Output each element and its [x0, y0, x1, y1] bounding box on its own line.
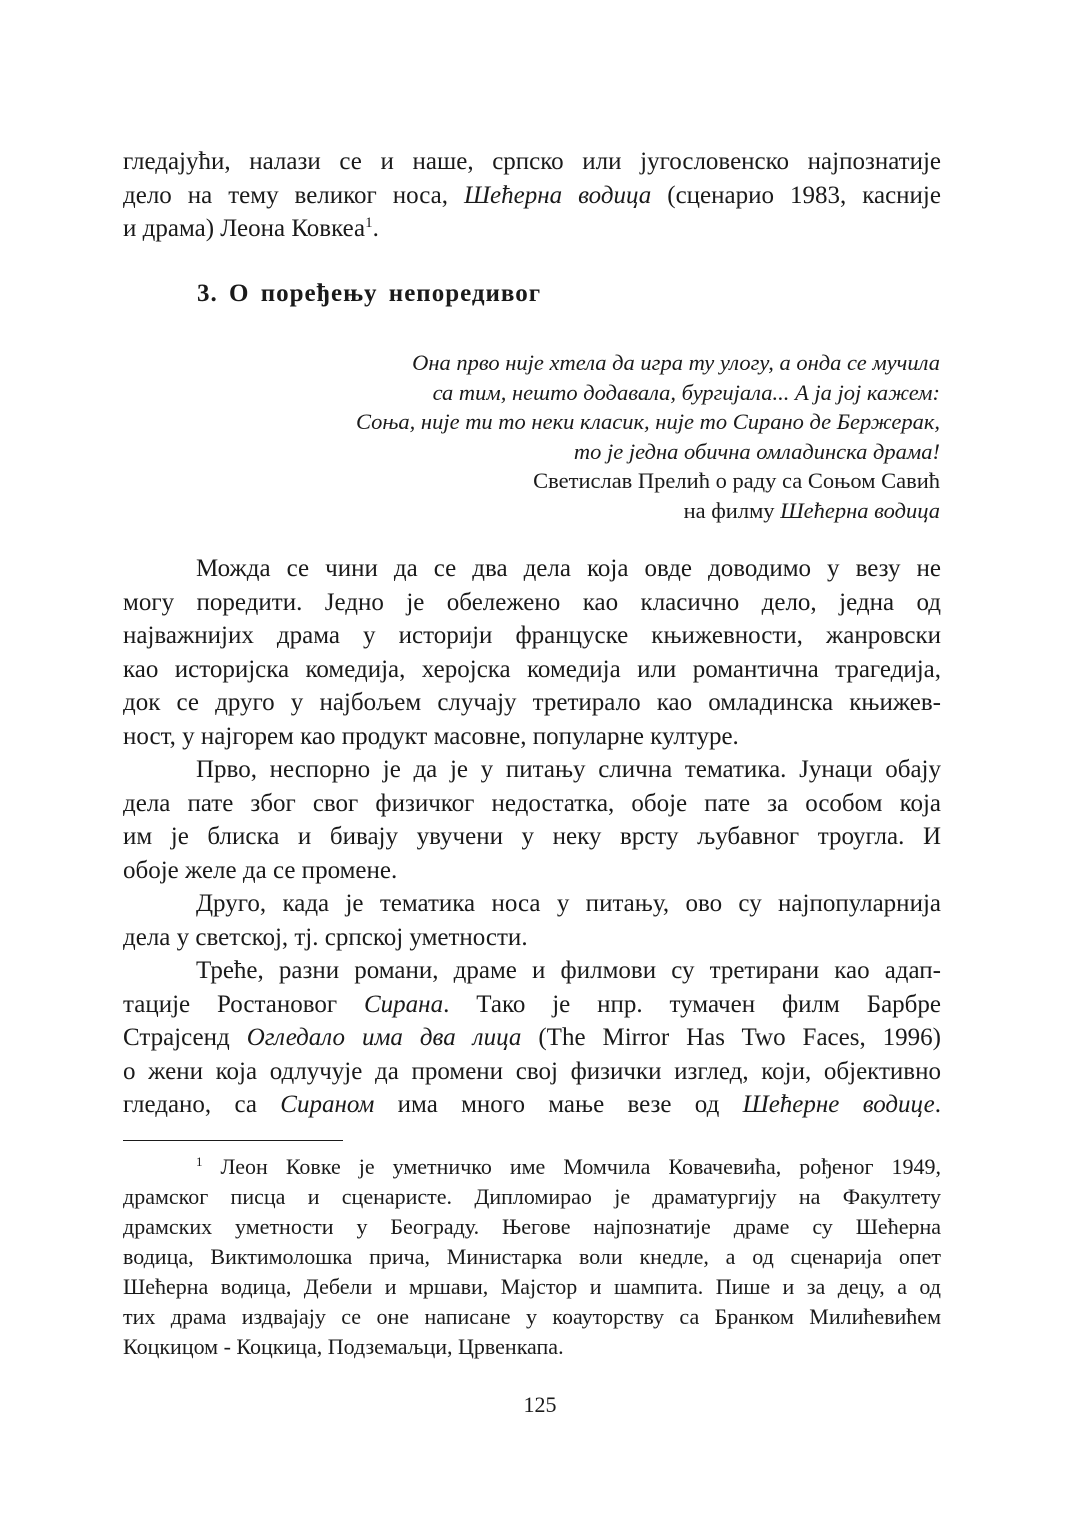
footnote-reference[interactable]: 1 — [365, 215, 373, 231]
epigraph-quote-line: са тим, нешто додавала, бургијала... А ја јој кажем: — [432, 379, 940, 405]
footnote-line: водица, Виктимолошка прича, Министарка воли кнедле, а од сценарија опет — [123, 1244, 941, 1269]
text-line: дела у светској, тј. српској уметности. — [123, 923, 528, 951]
section-heading: 3. О поређењу непоредивог — [197, 280, 542, 307]
intro-paragraph — [123, 145, 941, 246]
text-line: дела пате због свог физичког недостатка, обоје пате за особом која — [123, 789, 941, 817]
footnote-line: Коцкицом - Коцкица, Подземаљци, Црвенкапа. — [123, 1334, 564, 1359]
page-number: 125 — [523, 1392, 557, 1417]
epigraph-attribution: на филму Шећерна водица — [683, 497, 940, 523]
text-line: Треће, разни романи, драме и филмови су третирани као адап- — [196, 957, 941, 984]
work-title: Шећерне водице — [742, 1091, 935, 1118]
text-line: о жени која одлучује да промени свој физички изглед, који, објективно — [123, 1057, 941, 1085]
work-title: Сирана — [364, 990, 444, 1018]
text-line: дело на тему великог носа, Шећерна водица (сценарио 1983, касније — [123, 181, 941, 209]
work-title: Шећерна водица — [780, 497, 940, 523]
text-line: могу поредити. Једно је обележено као класично дело, једна од — [123, 588, 941, 616]
text-line: гледајући, налази се и наше, српско или југословенско најпознатије — [123, 148, 941, 175]
text-line: Прво, неспорно је да је у питању слична тематика. Јунаци обају — [196, 756, 941, 783]
text-line: им је блиска и бивају увучени у неку врсту љубавног троугла. И — [123, 823, 941, 850]
text-line: најважнијих драма у историји француске књижевности, жанровски — [123, 622, 941, 649]
epigraph-quote-line: то је једна обична омладинска драма! — [573, 438, 940, 464]
epigraph-quote-line: Соња, није ти то неки класик, није то Сирано де Бержерак, — [355, 409, 940, 434]
work-title: Шећерна водица — [463, 181, 652, 209]
epigraph — [180, 348, 940, 525]
text-line: Страјсенд Огледало има два лица (The Mirror Has Two Faces, 1996) — [123, 1024, 941, 1051]
text-line: обоје желе да се промене. — [123, 856, 398, 884]
footnote-line: драмског писца и сценаристе. Дипломирао је драматургију на Факултету — [123, 1184, 941, 1209]
footnote — [123, 1152, 941, 1362]
work-title: Сираном — [280, 1091, 375, 1118]
text-line: као историјска комедија, херојска комедија или романтична трагедија, — [123, 655, 941, 683]
footnote-line: тих драма издвајају се оне написане у коауторству са Бранком Милићевићем — [123, 1304, 941, 1329]
text-line: Друго, када је тематика носа у питању, ово су најпопуларнија — [196, 890, 941, 917]
work-title: Огледало има два лица — [246, 1024, 522, 1051]
footnote-line: Шећерна водица, Дебели и мршави, Мајстор и шампита. Пише и за децу, а од — [123, 1274, 941, 1299]
footnote-line: драмских уметности у Београду. Његове најпознатије драме су Шећерна — [123, 1214, 941, 1239]
text-line: ност, у најгорем као продукт масовне, популарне културе. — [123, 722, 739, 750]
text-line: Можда се чини да се два дела која овде доводимо у везу не — [196, 555, 941, 582]
footnote-divider — [123, 1140, 343, 1141]
text-line: и драма) Леона Ковкеа$^1$. — [123, 215, 379, 242]
footnote-line: $^1$ Леон Ковке је уметничко име Момчила Ковачевића, рођеног 1949, — [196, 1154, 941, 1179]
epigraph-quote-line: Она прво није хтела да игра ту улогу, а онда се мучила — [412, 350, 940, 375]
epigraph-attribution: Светислав Прелић о раду са Соњом Савић — [533, 468, 940, 493]
text-line: тације Ростановог Сирана. Тако је нпр. тумачен филм Барбре — [123, 990, 941, 1018]
footnote-marker: 1 — [196, 1154, 203, 1169]
text-line: гледано, са Сираном има много мање везе од Шећерне водице. — [123, 1091, 942, 1118]
text-line: док се друго у најбољем случају третирало као омладинска књижев- — [123, 689, 941, 716]
body-text — [123, 552, 941, 1122]
